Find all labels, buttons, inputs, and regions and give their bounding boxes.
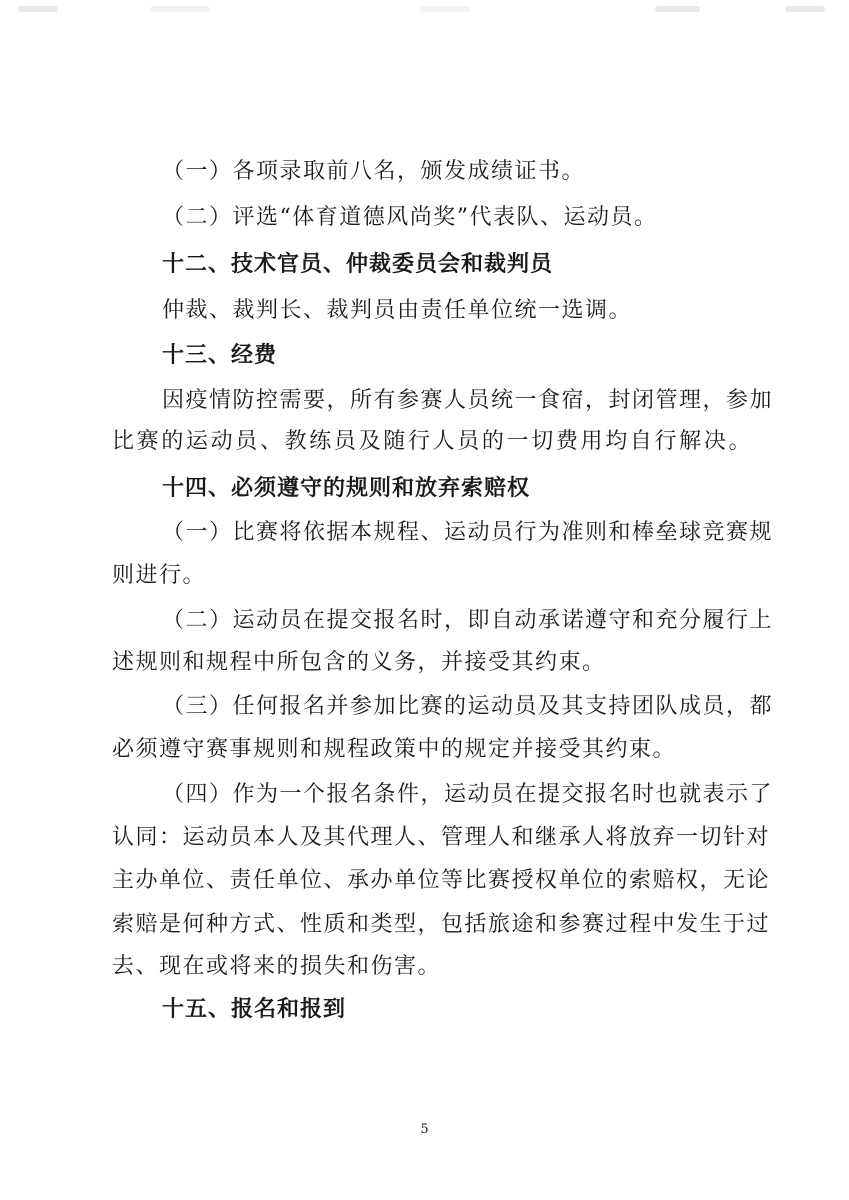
award-item-2: （二）评选“体育道德风尚奖”代表队、运动员。 bbox=[162, 205, 658, 230]
rule-4-line-3: 主办单位、责任单位、承办单位等比赛授权单位的索赔权，无论 bbox=[112, 868, 771, 893]
scan-artifact bbox=[150, 6, 210, 12]
section-12-paragraph: 仲裁、裁判长、裁判员由责任单位统一选调。 bbox=[162, 298, 633, 323]
page-number: 5 bbox=[420, 1122, 429, 1137]
section-heading-12: 十二、技术官员、仲裁委员会和裁判员 bbox=[162, 252, 554, 277]
rule-2-line-2: 述规则和规程中所包含的义务，并接受其约束。 bbox=[112, 650, 606, 675]
scan-artifact bbox=[785, 6, 825, 12]
section-heading-14: 十四、必须遵守的规则和放弃索赔权 bbox=[162, 476, 531, 501]
section-heading-15: 十五、报名和报到 bbox=[162, 997, 347, 1022]
award-item-1: （一）各项录取前八名，颁发成绩证书。 bbox=[162, 159, 586, 184]
rule-4-line-1: （四）作为一个报名条件，运动员在提交报名时也就表示了 bbox=[162, 782, 774, 807]
section-13-line-1: 因疫情防控需要，所有参赛人员统一食宿，封闭管理，参加 bbox=[162, 388, 774, 413]
rule-1-line-2: 则进行。 bbox=[112, 563, 207, 588]
scan-artifact bbox=[655, 6, 700, 12]
scan-artifact bbox=[420, 6, 470, 12]
rule-3-line-2: 必须遵守赛事规则和规程政策中的规定并接受其约束。 bbox=[112, 737, 677, 762]
rule-3-line-1: （三）任何报名并参加比赛的运动员及其支持团队成员，都 bbox=[162, 694, 774, 719]
rule-1-line-1: （一）比赛将依据本规程、运动员行为准则和棒垒球竞赛规 bbox=[162, 520, 774, 545]
section-13-line-2: 比赛的运动员、教练员及随行人员的一切费用均自行解决。 bbox=[112, 429, 752, 454]
rule-2-line-1: （二）运动员在提交报名时，即自动承诺遵守和充分履行上 bbox=[162, 608, 774, 633]
rule-4-line-4: 索赔是何种方式、性质和类型，包括旅途和参赛过程中发生于过 bbox=[112, 912, 771, 937]
rule-4-line-5: 去、现在或将来的损失和伤害。 bbox=[112, 954, 442, 979]
rule-4-line-2: 认同：运动员本人及其代理人、管理人和继承人将放弃一切针对 bbox=[112, 825, 771, 850]
section-heading-13: 十三、经费 bbox=[162, 343, 278, 368]
scan-artifact bbox=[18, 6, 58, 12]
